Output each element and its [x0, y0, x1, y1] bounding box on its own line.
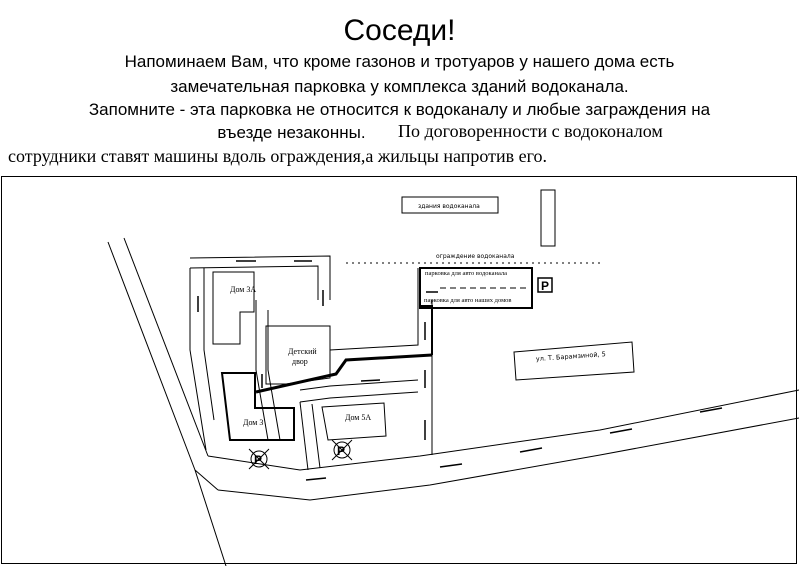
thick-route-2	[420, 306, 432, 355]
vodokanal-building-label: здания водоканала	[418, 203, 480, 210]
notice-line-4-serif: По договоренности с водоконалом	[398, 121, 663, 141]
parking-residents-label: парковка для авто наших домов	[424, 297, 512, 304]
notice-title: Соседи!	[343, 14, 456, 47]
vodokanal-fence-label: ограждение водоканала	[436, 253, 515, 260]
house-5a-label: Дом 5А	[345, 413, 372, 422]
road-left-outer	[108, 242, 226, 566]
kids-yard-label-1: Детский	[288, 347, 317, 356]
house-3a-outline	[213, 272, 257, 344]
inner-road-right	[330, 268, 418, 350]
house-3-label: Дом 3	[243, 418, 264, 427]
inner-lane-bottom2	[300, 392, 418, 402]
no-parking-letter-2: P	[337, 444, 346, 458]
inner-road-top	[190, 256, 330, 300]
road-bottom-lower	[218, 418, 799, 500]
road-bottom-upper	[208, 390, 799, 470]
vodokanal-building-tall	[541, 190, 555, 246]
no-parking-sign-2	[332, 440, 352, 460]
inner-lane-bottom	[300, 380, 418, 390]
no-parking-letter-1: P	[254, 453, 263, 467]
notice-line-3: Запомните - эта парковка не относится к водоканалу и любые заграждения на	[88, 100, 711, 119]
notice-line-4: въезде незаконны.	[217, 123, 366, 142]
thick-route	[256, 355, 432, 392]
notice-line-5-serif: сотрудники ставят машины вдоль ограждения,а жильцы напротив его.	[8, 146, 548, 166]
no-parking-sign-1	[249, 449, 269, 469]
notice-line-1: Напоминаем Вам, что кроме газонов и тротуаров у нашего дома есть	[124, 52, 675, 71]
road-left-inner	[124, 238, 208, 456]
notice-line-2: замечательная парковка у комплекса зданий водоканала.	[170, 77, 629, 96]
street-label: ул. Т. Барамзиной, 5	[535, 350, 607, 363]
house-3a-label: Дом 3А	[230, 285, 257, 294]
parking-sign-letter: P	[541, 279, 550, 293]
street-building	[514, 342, 634, 380]
parking-vodokanal-label: парковка для авто водоканала	[425, 270, 508, 277]
inner-mid-lane2	[268, 310, 280, 440]
kids-yard-label-2: двор	[292, 357, 308, 366]
inner-lane-5a-left2	[312, 404, 320, 468]
inner-lane-5a-left	[300, 402, 308, 470]
